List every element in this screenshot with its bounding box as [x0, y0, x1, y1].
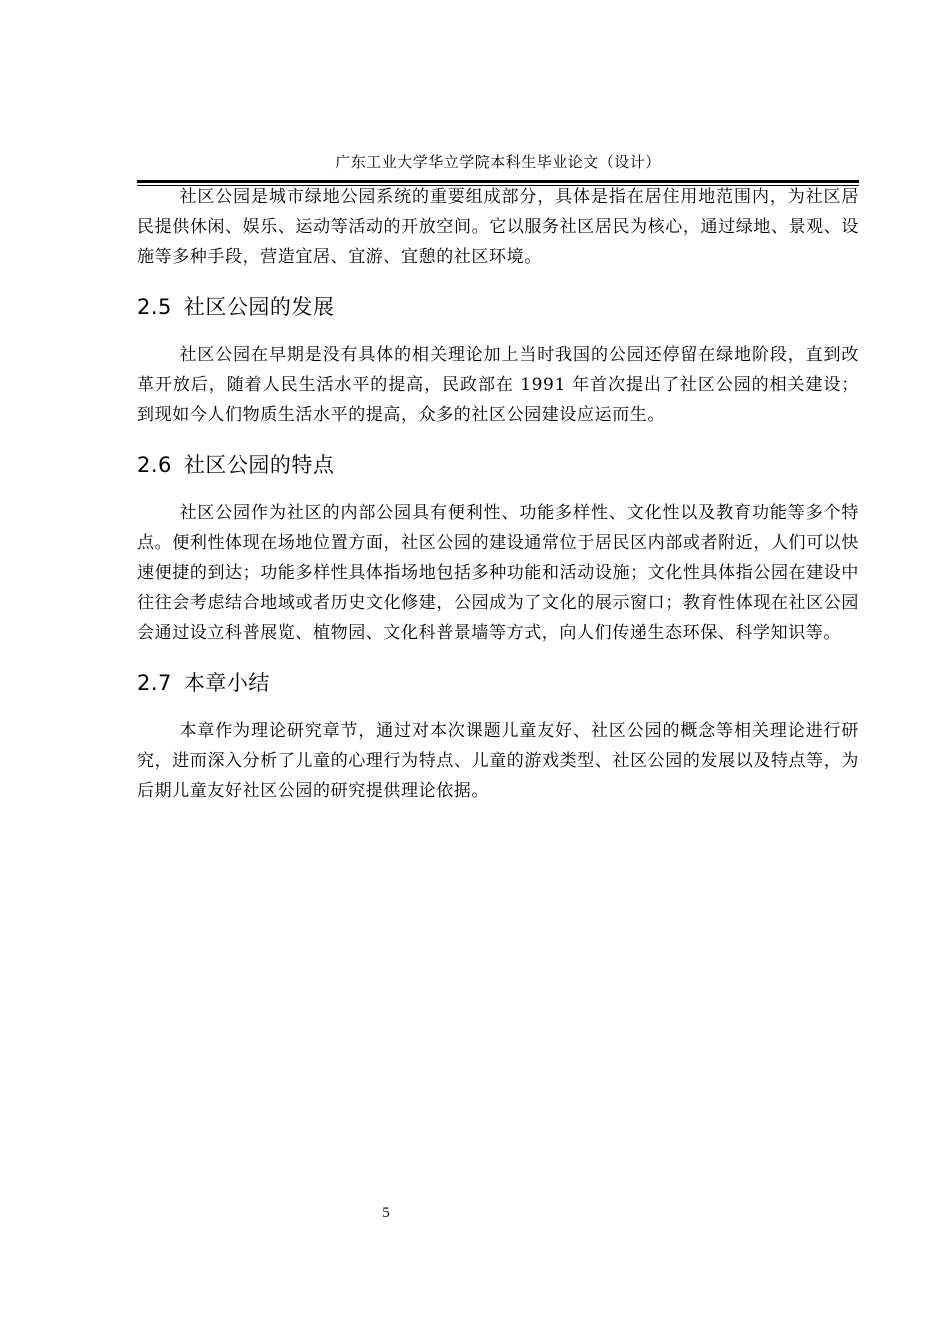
section-number: 2.5 — [137, 295, 172, 319]
section-paragraph-2-7: 本章作为理论研究章节，通过对本次课题儿童友好、社区公园的概念等相关理论进行研究，进而深入分析了儿童的心理行为特点、儿童的游戏类型、社区公园的发展以及特点等，为后期儿童友好社区公园的研究提供理论依据。 — [137, 721, 859, 801]
intro-paragraph: 社区公园是城市绿地公园系统的重要组成部分，具体是指在居住用地范围内，为社区居民提供休闲、娱乐、运动等活动的开放空间。它以服务社区居民为核心，通过绿地、景观、设施等多种手段，营造宜居、宜游、宜憩的社区环境。 — [137, 187, 859, 267]
section-paragraph-2-6: 社区公园作为社区的内部公园具有便利性、功能多样性、文化性以及教育功能等多个特点。便利性体现在场地位置方面，社区公园的建设通常位于居民区内部或者附近，人们可以快速便捷的到达；功能多样性具体指场地包括多种功能和活动设施；文化性具体指公园在建设中往往会考虑结合地域或者历史文化修建，公园成为了文化的展示窗口；教育性体现在社区公园会通过设立科普展览、植物园、文化科普景墙等方式，向人们传递生态环保、科学知识等。 — [137, 503, 859, 643]
section-title: 社区公园的发展 — [183, 295, 335, 319]
section-heading-2-6 — [137, 450, 859, 480]
section-title: 本章小结 — [183, 671, 270, 695]
section-title: 社区公园的特点 — [183, 453, 335, 477]
section-number: 2.7 — [137, 671, 172, 695]
running-header: 广东工业大学华立学院本科生毕业论文（设计） — [335, 153, 661, 171]
section-number: 2.6 — [137, 453, 172, 477]
body-content — [137, 182, 859, 806]
section-heading-2-5 — [137, 292, 859, 322]
page-number: 5 — [382, 1205, 390, 1221]
section-paragraph-2-5: 社区公园在早期是没有具体的相关理论加上当时我国的公园还停留在绿地阶段，直到改革开放后，随着人民生活水平的提高，民政部在 1991 年首次提出了社区公园的相关建设；到现如今人们物质生活水平的提高，众多的社区公园建设应运而生。 — [137, 345, 859, 425]
section-heading-2-7 — [137, 668, 859, 698]
